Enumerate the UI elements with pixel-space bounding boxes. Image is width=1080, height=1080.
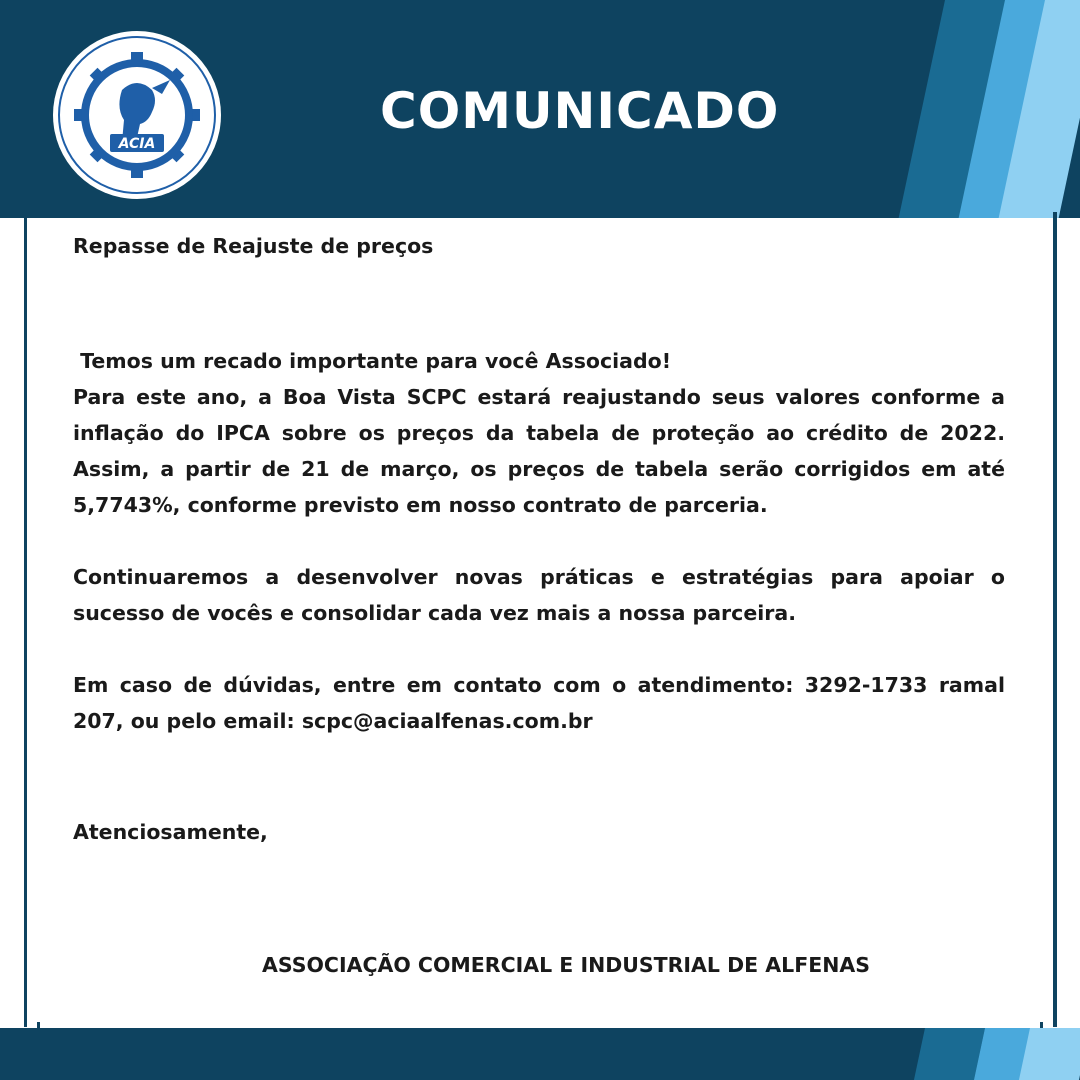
footer-stripe: [1019, 1028, 1080, 1080]
frame-right-border: [1053, 212, 1057, 1027]
letter-closing: Atenciosamente,: [73, 820, 268, 844]
logo-badge-text: ACIA: [118, 136, 156, 152]
page-title: COMUNICADO: [380, 82, 780, 140]
frame-left-border: [24, 212, 27, 1027]
letter-body: [73, 228, 1005, 850]
footer-banner: [0, 1028, 1080, 1080]
letter-signature: ASSOCIAÇÃO COMERCIAL E INDUSTRIAL DE ALFENAS: [262, 953, 871, 977]
letter-paragraph-2: Continuaremos a desenvolver novas práticas e estratégias para apoiar o sucesso de vocês e consolidar cada vez mais a nossa parceira.: [73, 565, 1005, 625]
footer-stripe: [914, 1028, 985, 1080]
header-banner: [0, 0, 1080, 218]
letter-paragraph-1: Para este ano, a Boa Vista SCPC estará reajustando seus valores conforme a inflação do IPCA sobre os preços da tabela de proteção ao crédito de 2022. Assim, a partir de 21 de março, os preços de tabela serão corrigidos em até 5,7743%, conforme previsto em nosso contrato de parceria.: [73, 385, 1005, 517]
letter-intro-line: Temos um recado importante para você Associado!: [73, 349, 672, 373]
letter-subject: Repasse de Reajuste de preços: [73, 234, 434, 258]
acia-logo-icon: [52, 30, 222, 200]
letter-paragraph-3: Em caso de dúvidas, entre em contato com o atendimento: 3292-1733 ramal 207, ou pelo email: scpc@aciaalfenas.com.br: [73, 673, 1005, 733]
